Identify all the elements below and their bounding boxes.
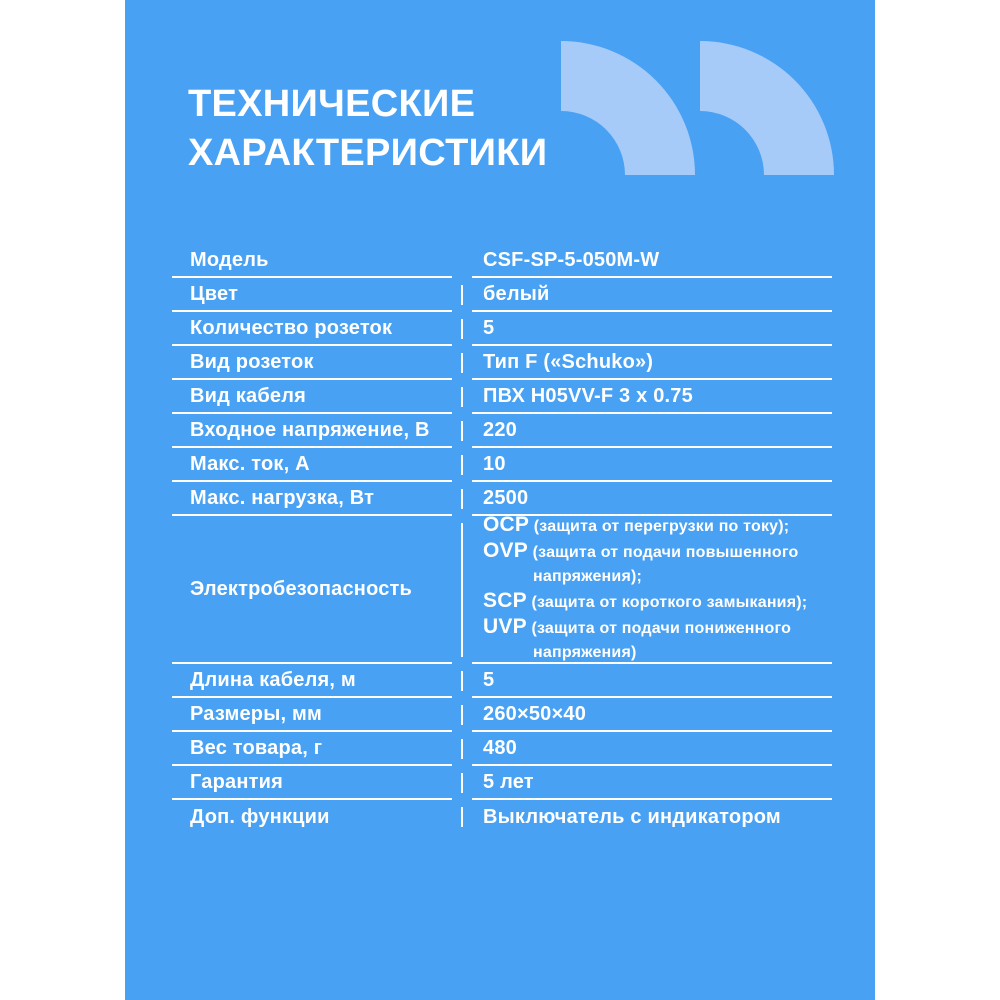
- spec-label: Модель: [190, 248, 269, 271]
- spec-label-cell: [172, 482, 452, 516]
- spec-value: 5: [483, 316, 495, 339]
- protection-description: (защита от короткого замыкания);: [531, 594, 808, 611]
- table-row: [172, 698, 832, 732]
- double-quote-icon: [561, 40, 837, 176]
- spec-value: 5: [483, 668, 495, 691]
- spec-value: белый: [483, 282, 550, 305]
- spec-label-cell: [172, 346, 452, 380]
- spec-value: 480: [483, 736, 517, 759]
- column-divider: [452, 482, 472, 516]
- column-divider: [452, 278, 472, 312]
- spec-value-cell: [472, 664, 832, 698]
- divider-bar-icon: [461, 489, 463, 509]
- table-row: [172, 414, 832, 448]
- protection-entry: [483, 513, 789, 539]
- table-row: [172, 664, 832, 698]
- table-row: [172, 346, 832, 380]
- table-row: [172, 482, 832, 516]
- divider-bar-icon: [461, 455, 463, 475]
- protection-description: (защита от подачи повышенного напряжения);: [532, 544, 799, 585]
- table-row: [172, 244, 832, 278]
- spec-label: Доп. функции: [190, 805, 330, 828]
- column-divider: [452, 380, 472, 414]
- spec-label: Макс. ток, А: [190, 452, 310, 475]
- protection-description: (защита от перегрузки по току);: [533, 518, 790, 535]
- spec-value: 260×50×40: [483, 702, 587, 725]
- spec-value-cell: [472, 278, 832, 312]
- protection-entry: [483, 589, 807, 615]
- blue-panel: [125, 0, 875, 1000]
- spec-label-cell: [172, 516, 452, 664]
- spec-label: Цвет: [190, 282, 239, 305]
- table-row: [172, 766, 832, 800]
- spec-label-cell: [172, 278, 452, 312]
- spec-value-cell: [472, 482, 832, 516]
- spec-value-cell: [472, 346, 832, 380]
- column-divider: [452, 448, 472, 482]
- protection-entry: [483, 615, 832, 665]
- protection-acronym: SCP: [483, 589, 527, 612]
- spec-label: Макс. нагрузка, Вт: [190, 486, 375, 509]
- spec-value-cell: [472, 448, 832, 482]
- divider-bar-icon: [461, 671, 463, 691]
- divider-bar-icon: [461, 523, 463, 657]
- spec-value-cell: [472, 698, 832, 732]
- spec-value-cell: [472, 766, 832, 800]
- spec-value: 5 лет: [483, 770, 534, 793]
- column-divider: [452, 732, 472, 766]
- spec-label-cell: [172, 766, 452, 800]
- spec-value-cell: [472, 380, 832, 414]
- page-title-line1: ТЕХНИЧЕСКИЕ: [188, 83, 476, 125]
- spec-label: Электробезопасность: [190, 577, 413, 600]
- spec-label: Количество розеток: [190, 316, 393, 339]
- divider-bar-icon: [461, 807, 463, 827]
- spec-value-cell: [472, 732, 832, 766]
- spec-value: 220: [483, 418, 517, 441]
- spec-label: Длина кабеля, м: [190, 668, 356, 691]
- spec-table: [172, 244, 832, 834]
- column-divider: [452, 766, 472, 800]
- spec-label: Гарантия: [190, 770, 283, 793]
- spec-label-cell: [172, 800, 452, 834]
- spec-value: ПВХ H05VV-F 3 x 0.75: [483, 384, 693, 407]
- column-divider: [452, 414, 472, 448]
- protection-acronym: OVP: [483, 539, 528, 562]
- spec-value-cell: [472, 244, 832, 278]
- column-divider: [452, 698, 472, 732]
- page-title-line2: ХАРАКТЕРИСТИКИ: [188, 132, 548, 174]
- spec-label-cell: [172, 448, 452, 482]
- table-row: [172, 312, 832, 346]
- table-row: [172, 278, 832, 312]
- spec-label-cell: [172, 380, 452, 414]
- spec-value: Тип F («Schuko»): [483, 350, 654, 373]
- column-divider: [452, 664, 472, 698]
- divider-bar-icon: [461, 421, 463, 441]
- divider-bar-icon: [461, 773, 463, 793]
- spec-label-cell: [172, 414, 452, 448]
- column-divider: [452, 800, 472, 834]
- table-row: [172, 800, 832, 834]
- spec-value-cell: [472, 414, 832, 448]
- page-title: [188, 80, 547, 178]
- spec-value: 10: [483, 452, 506, 475]
- spec-label: Вид кабеля: [190, 384, 306, 407]
- divider-bar-icon: [461, 319, 463, 339]
- column-divider: [452, 346, 472, 380]
- divider-bar-icon: [461, 739, 463, 759]
- spec-value: CSF-SP-5-050M-W: [483, 248, 660, 271]
- protection-entry: [483, 539, 832, 589]
- spec-label: Размеры, мм: [190, 702, 323, 725]
- spec-label-cell: [172, 698, 452, 732]
- protection-acronym: OCP: [483, 513, 530, 536]
- spec-value-cell: [472, 513, 832, 664]
- spec-value: 2500: [483, 486, 529, 509]
- spec-label-cell: [172, 244, 452, 278]
- column-divider: [452, 312, 472, 346]
- spec-label-cell: [172, 312, 452, 346]
- spec-label: Вес товара, г: [190, 736, 323, 759]
- spec-value-cell: [472, 312, 832, 346]
- spec-value: Выключатель с индикатором: [483, 805, 781, 828]
- divider-bar-icon: [461, 705, 463, 725]
- divider-bar-icon: [461, 285, 463, 305]
- spec-label-cell: [172, 732, 452, 766]
- spec-label: Входное напряжение, В: [190, 418, 430, 441]
- column-divider: [452, 244, 472, 278]
- divider-bar-icon: [461, 353, 463, 373]
- spec-value-cell: [472, 800, 832, 834]
- table-row: [172, 732, 832, 766]
- table-row: [172, 448, 832, 482]
- table-row: [172, 380, 832, 414]
- spec-label-cell: [172, 664, 452, 698]
- divider-bar-icon: [461, 387, 463, 407]
- protection-description: (защита от подачи пониженного напряжения): [531, 620, 792, 661]
- column-divider: [452, 516, 472, 664]
- protection-acronym: UVP: [483, 615, 527, 638]
- spec-label: Вид розеток: [190, 350, 314, 373]
- table-row: [172, 513, 832, 664]
